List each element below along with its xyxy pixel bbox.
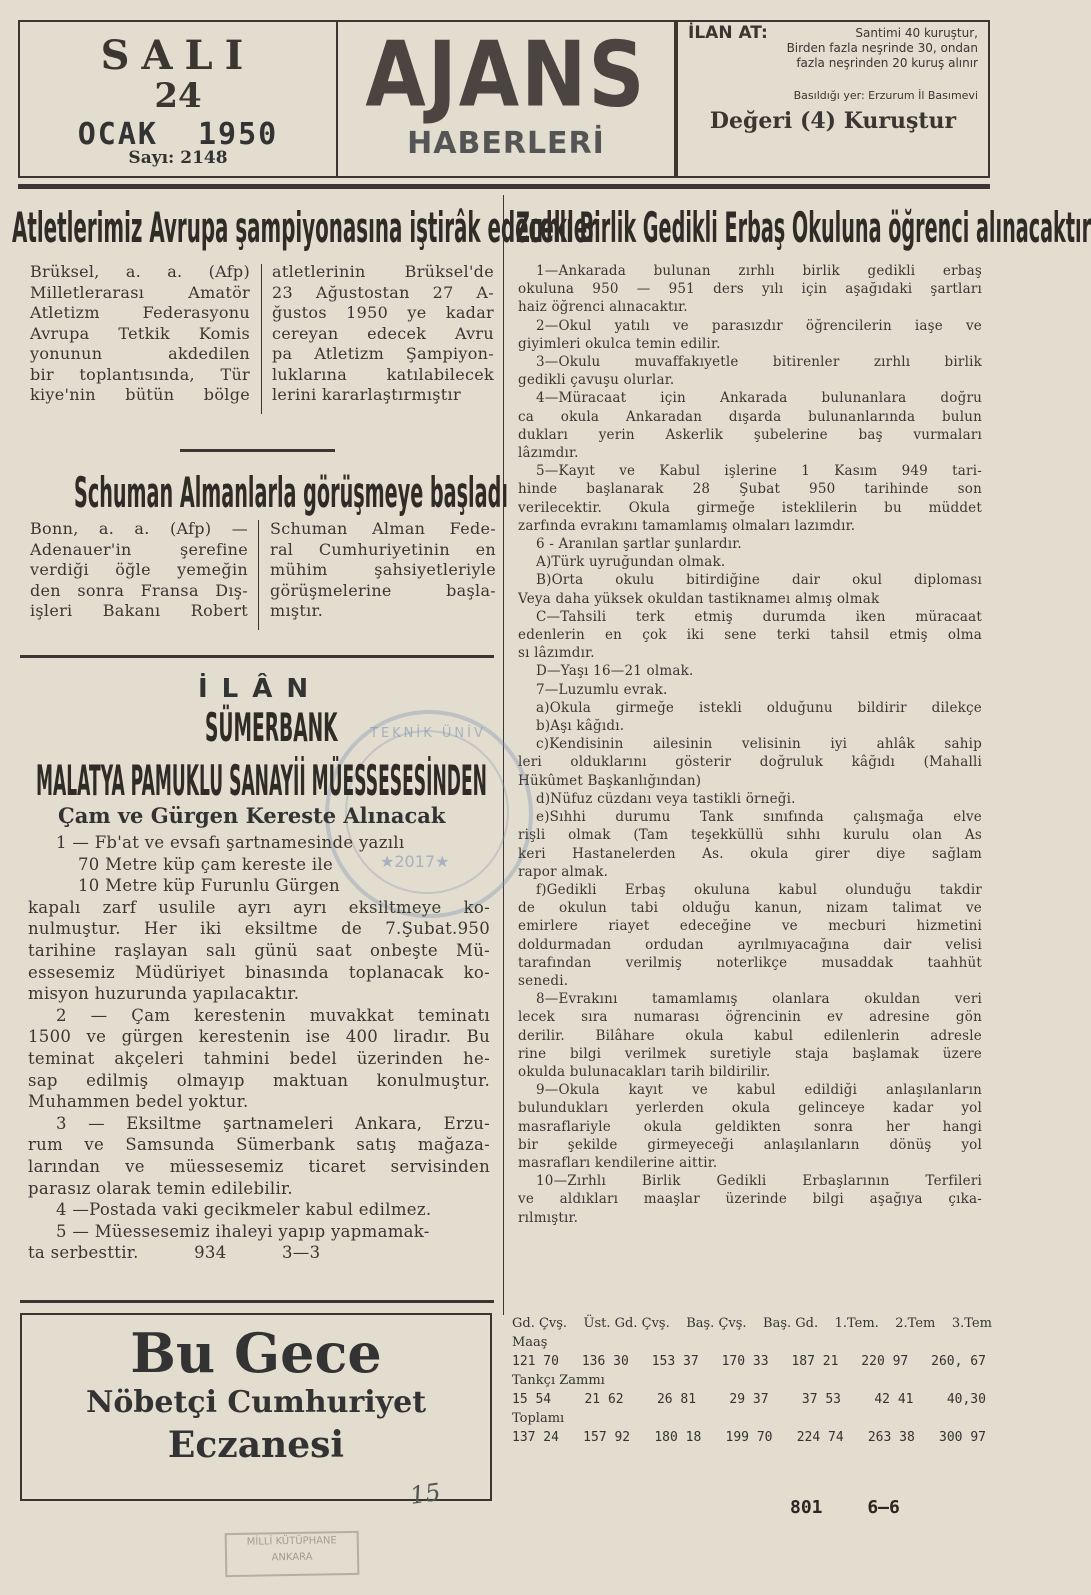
text-line: mıştır. (270, 601, 324, 620)
text-line: Hükûmet Başkanlığından) (518, 772, 702, 789)
separator (20, 1300, 494, 1303)
text-line: 4 —Postada vaki gecikmeler kabul edilmez. (56, 1200, 432, 1220)
text-line: ca okula Ankaradan dışarda bulunanlarında bulun (518, 408, 982, 425)
ilan-rate-1: Santimi 40 kuruştur, (855, 26, 978, 40)
table-cell: 157 92 (583, 1430, 631, 1445)
text-line: ta serbesttir. 934 3—3 (28, 1243, 321, 1263)
text-line: rişli olmak (Tam teşekküllü sıhhı kurulu olan As (518, 827, 982, 844)
masthead-rule (18, 184, 990, 189)
text-line: lâzımdır. (518, 445, 579, 462)
text-line: 4—Müracaat için Ankarada bulunanlara doğru (536, 390, 982, 407)
text-line: bir şekilde girmeyeceği anlaşılanların dönüş yol (518, 1136, 982, 1153)
pharmacy-box (20, 1313, 492, 1501)
table-cell: 26 81 (656, 1392, 697, 1407)
text-line: 70 Metre küp çam kereste ile (78, 854, 334, 874)
text-line: 9—Okula kayıt ve kabul edildiği anlaşılanların (536, 1082, 982, 1099)
table-cell: 260, 67 (931, 1354, 986, 1369)
text-line: okulda bulunacakları tarih bildirilir. (518, 1063, 771, 1080)
masthead-date-box (18, 20, 336, 178)
text-line: tarihine raşlayan salı günü saat onbeşte Mü- (28, 940, 490, 960)
pharmacy-line2: Nöbetçi Cumhuriyet (85, 1385, 427, 1420)
text-line: f)Gedikli Erbaş okuluna kabul olunduğu takdir (536, 881, 982, 898)
text-line: Brüksel, a. a. (Afp) (30, 262, 250, 281)
text-line: lerini kararlaştırmıştır (272, 385, 461, 404)
text-line: senedi. (518, 972, 569, 989)
text-line: 1 — Fb'at ve evsafı şartnamesinde yazılı (56, 833, 405, 852)
text-line: 3—Okulu muvaffakıyetle bitirenler zırhlı birlik (536, 354, 982, 371)
table-row-label: Maaş (512, 1335, 548, 1350)
salary-table-body (512, 1333, 992, 1447)
text-line: rılmıştır. (518, 1209, 579, 1226)
text-line: Milletlerarası Amatör (30, 282, 250, 302)
headline-armored-school: Zırhlı Birlik Gedikli Erbaş Okuluna öğrenci alınacaktır (516, 203, 1091, 253)
text-line: 2 — Çam kerestenin muvakkat teminatı (56, 1005, 490, 1025)
text-line: sap edilmiş olmayıp maktuan konulmuştur. (28, 1070, 490, 1090)
text-line: sı lâzımdır. (518, 645, 595, 662)
separator (180, 449, 335, 452)
table-row-label: Toplamı (512, 1411, 565, 1426)
article-athletes-left (30, 262, 250, 406)
table-cell: 263 38 (867, 1430, 915, 1445)
article-athletes-divider (261, 264, 262, 414)
text-line: emirlere riayet edeceğine ve mecburi hizmetini (518, 918, 982, 935)
headline-athletes: Atletlerimiz Avrupa şampiyonasına iştirâk edecekler (12, 203, 598, 253)
table-cell: 220 97 (861, 1354, 909, 1369)
text-line: keri Hastanelerden As. okula girer diye sağlam (518, 845, 982, 862)
text-line: den sonra Fransa Dış- (30, 580, 248, 600)
salary-table-header (512, 1314, 992, 1333)
newspaper-subtitle: HABERLERİ (407, 126, 605, 161)
salary-table (512, 1314, 992, 1447)
ilan-rate-2: Birden fazla neşrinde 30, ondan (786, 41, 978, 55)
text-line: ve aldıkları maaşlar üzerinde bilgi aşağıya çıka- (518, 1191, 982, 1208)
text-line: A)Türk uyruğundan olmak. (536, 554, 726, 571)
text-line: e)Sıhhi durumu Tank sınıfında çalışmağa elve (536, 809, 982, 826)
text-line: 1—Ankarada bulunan zırhlı birlik gedikli erbaş (536, 263, 982, 279)
text-line: yonunun akdedilen (30, 344, 250, 363)
ilan-rate-3: fazla neşrinden 20 kuruş alınır (796, 56, 978, 70)
table-cell: 170 33 (721, 1354, 769, 1369)
text-line: doldurmadan ordudan ayrılmıyacağına dair velisi (518, 936, 982, 953)
text-line: C—Tahsili terk etmiş durumda iken müracaat (536, 608, 982, 625)
table-cell: 153 37 (651, 1354, 699, 1369)
text-line: D—Yaşı 16—21 olmak. (536, 663, 694, 680)
text-line: zarfında evrakını tamamlamış olmaları lazımdır. (518, 517, 856, 534)
handwritten-note: 15 (408, 1478, 443, 1510)
text-line: Bonn, a. a. (Afp) — (30, 519, 248, 538)
text-line: B)Orta okulu bitirdiğine dair okul diploması (536, 572, 982, 589)
table-header-cell: Üst. Gd. Çvş. (583, 1316, 670, 1331)
text-line: dukları yerin Askerlik şubelerine baş vurmaları (518, 426, 982, 443)
text-line: bir toplantısında, Tür (30, 364, 250, 384)
table-cell: 37 53 (801, 1392, 842, 1407)
text-line: 23 Ağustostan 27 A- (272, 282, 494, 302)
text-line: teminat akçeleri tahmini bedel üzerinden he- (28, 1048, 490, 1068)
ilan-company: SÜMERBANK (205, 706, 338, 752)
text-line: d)Nüfuz cüzdanı veya tastikli örneği. (536, 790, 796, 807)
table-cell: 180 18 (654, 1430, 702, 1445)
text-line: de okulun tabi olduğu kanun, nizam talimat ve (518, 900, 982, 917)
text-line: nulmuştur. Her iki eksiltme de 7.Şubat.950 (28, 919, 490, 939)
text-line: leri olduklarını gösterir doğruluk kâğıdı (Mahalli (518, 754, 982, 771)
table-cell: 29 37 (729, 1392, 769, 1407)
text-line: 5—Kayıt ve Kabul işlerine 1 Kasım 949 tari- (536, 463, 982, 480)
table-header-cell: 2.Tem (895, 1316, 936, 1331)
text-line: essesemiz Müdüriyet binasında toplanacak ko- (28, 962, 490, 982)
text-line: b)Aşı kâğıdı. (536, 718, 625, 735)
text-line: c)Kendisinin ailesinin velisinin iyi ahlâk sahip (536, 736, 982, 753)
pharmacy-line1: Bu Gece (130, 1321, 382, 1385)
text-line: 1500 ve gürgen kerestenin ise 400 liradır. Bu (28, 1027, 490, 1047)
text-line: lecek sıra numarası öğrencinin ev adresine gön (518, 1009, 982, 1026)
text-line: 6 - Aranılan şartlar şunlardır. (536, 536, 742, 553)
article-athletes-right (272, 262, 494, 406)
article-schuman-right (270, 519, 496, 622)
table-cell: 300 97 (939, 1430, 986, 1445)
text-line: a)Okula girmeğe istekli olduğunu bildirir dilekçe (536, 699, 982, 716)
table-header-cell: Baş. Gd. (763, 1316, 819, 1331)
table-cell: 224 74 (796, 1430, 844, 1445)
masthead-month-year (20, 117, 336, 152)
text-line: rine bilgi verilmek suretiyle staja başlamak üzere (518, 1045, 982, 1062)
printed-at: Basıldığı yer: Erzurum İl Basımevi (793, 89, 978, 102)
text-line: Muhammen bedel yoktur. (28, 1092, 249, 1112)
table-row (512, 1352, 992, 1371)
separator (20, 655, 494, 658)
text-line: 8—Evrakını tamamlamış olanlara okuldan veri (536, 991, 982, 1008)
table-cell: 137 24 (512, 1430, 559, 1445)
masthead-month: OCAK (77, 117, 158, 152)
table-cell: 21 62 (584, 1392, 624, 1407)
text-line: kiye'nin bütün bölge (30, 385, 250, 404)
masthead-day: SALI (100, 32, 256, 79)
masthead-info-box (676, 20, 990, 178)
text-line: cereyan edecek Avru (272, 323, 494, 343)
text-line: Atletizm Federasyonu (30, 303, 250, 322)
table-header-cell: 1.Tem. (834, 1316, 879, 1331)
table-row-label: Tankçı Zammı (512, 1373, 605, 1388)
text-line: 2—Okul yatılı ve parasızdır öğrencilerin iaşe ve (536, 317, 982, 334)
masthead-issue: Sayı: 2148 (128, 148, 228, 168)
ilan-body (28, 832, 490, 1264)
text-line: masrafları kendilerine aittir. (518, 1154, 718, 1171)
masthead-year: 1950 (198, 117, 279, 152)
ilan-title: İLÂN (198, 674, 323, 704)
price: Değeri (4) Kuruştur (709, 108, 957, 134)
text-line: rapor almak. (518, 863, 609, 880)
text-line: Veya daha yüksek okuldan tastiknameı almış olmak (518, 590, 880, 607)
text-line: masraflariyle okula geldikten sonra her hangi (518, 1118, 982, 1135)
table-cell: 187 21 (791, 1354, 839, 1369)
text-line: Schuman Alman Fede- (270, 519, 496, 538)
text-line: ğustos 1950 ye kadar (272, 303, 494, 322)
text-line: luklarına katılabilecek (272, 364, 494, 384)
ilan-institution: MALATYA PAMUKLU SANAYİİ MÜESSESESİNDEN (36, 757, 487, 806)
archive-stamp: MİLLİ KÜTÜPHANE ANKARA (225, 1531, 360, 1577)
text-line: hinde başlanarak 28 Şubat 950 tarihinde son (518, 481, 982, 498)
text-line: pa Atletizm Şampiyon- (272, 344, 494, 363)
table-header-cell: 3.Tem (951, 1316, 992, 1331)
table-cell: 199 70 (725, 1430, 773, 1445)
text-line: tarafından verilmiş noterlikçe musaddak taahhüt (518, 954, 982, 971)
table-cell: 136 30 (581, 1354, 629, 1369)
article-schuman-divider (258, 520, 259, 630)
text-line: derilir. Bilâhare okula kabul edilenlerin adresle (518, 1027, 982, 1044)
text-line: gedikli çavuşu olurlar. (518, 372, 675, 389)
stamp-year: ★2017★ (380, 852, 450, 871)
table-header-cell: Baş. Çvş. (686, 1316, 747, 1331)
article-armored-school (518, 262, 982, 1227)
text-line: görüşmelerine başla- (270, 580, 496, 600)
text-line: 7—Luzumlu evrak. (536, 681, 668, 698)
text-line: bulundukları yerlerden okula gelinceye kadar yol (518, 1100, 982, 1117)
headline-schuman: Schuman Almanlarla görüşmeye başladı (74, 468, 508, 518)
text-line: 10—Zırhlı Birlik Gedikli Erbaşlarının Terfileri (536, 1173, 982, 1190)
text-line: edenlerin en çok iki sene terki tahsil etmiş olma (518, 627, 982, 644)
table-cell: 40,30 (946, 1392, 986, 1407)
text-line: giyimleri okulca temin edilir. (518, 335, 721, 352)
text-line: ral Cumhuriyetinin en (270, 539, 496, 559)
text-line: Adenauer'in şerefine (30, 539, 248, 559)
text-line: misyon huzurunda yapılacaktır. (28, 984, 300, 1004)
ilan-word: İLAN AT: (688, 23, 768, 43)
text-line: kapalı zarf usulile ayrı ayrı eksiltmeye ko- (28, 897, 490, 917)
text-line: parasız olarak temin edilebilir. (28, 1178, 293, 1198)
text-line: 5 — Müessesemiz ihaleyi yapıp yapmamak- (56, 1221, 430, 1241)
text-line: mühim şahsiyetleriyle (270, 560, 496, 579)
text-line: okuluna 950 — 951 ders yılı için aşağıdaki şartları (518, 281, 982, 298)
table-cell: 15 54 (512, 1392, 552, 1407)
text-line: haiz öğrenci alınacaktır. (518, 299, 688, 316)
table-footer: 801 6—6 (790, 1497, 900, 1518)
table-cell: 42 41 (874, 1392, 914, 1407)
stamp-arc-text: TEKNİK ÜNİV (370, 726, 486, 741)
table-row (512, 1390, 992, 1409)
article-schuman-left (30, 519, 248, 622)
masthead-date: 24 (154, 76, 202, 116)
table-header-cell: Gd. Çvş. (512, 1316, 568, 1331)
text-line: Avrupa Tetkik Komis (30, 323, 250, 343)
text-line: larından ve müessesemiz ticaret servisinden (28, 1156, 490, 1176)
pharmacy-line3: Eczanesi (167, 1424, 345, 1466)
table-row (512, 1428, 992, 1447)
ilan-subtitle: Çam ve Gürgen Kereste Alınacak (58, 803, 446, 828)
text-line: atletlerinin Brüksel'de (272, 262, 494, 281)
text-line: işleri Bakanı Robert (30, 601, 248, 620)
newspaper-title: AJANS (365, 24, 647, 128)
text-line: 3 — Eksiltme şartnameleri Ankara, Erzu- (56, 1113, 490, 1133)
text-line: rum ve Samsunda Sümerbank satış mağaza- (28, 1135, 490, 1155)
table-cell: 121 70 (512, 1354, 559, 1369)
text-line: verilecektir. Okula girmeğe isteklilerin bu müddet (518, 499, 982, 516)
text-line: verdiği öğle yemeğin (30, 560, 248, 579)
text-line: 10 Metre küp Furunlu Gürgen (78, 876, 340, 896)
masthead-title-box (336, 20, 676, 178)
